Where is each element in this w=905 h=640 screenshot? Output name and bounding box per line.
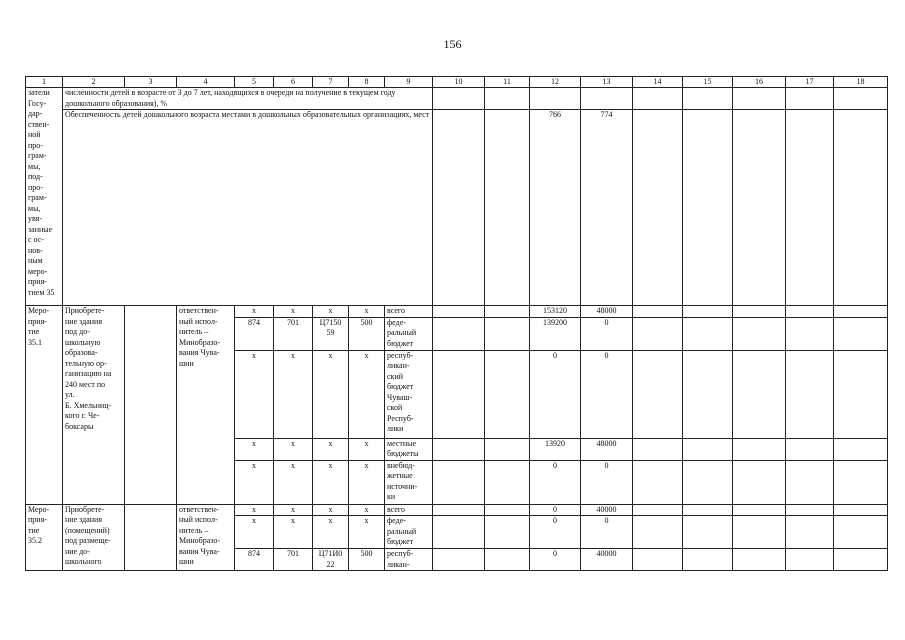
cell xyxy=(683,438,733,460)
cell xyxy=(633,110,683,306)
indicator-value: 766 xyxy=(530,110,581,306)
cell xyxy=(733,110,786,306)
cell xyxy=(733,88,786,110)
cell xyxy=(786,438,834,460)
indicators-label: затели Госу- дар- ствен- ной про- грам- мы, под- про- грам- мы, увя- занные с ос- нов- ным меро- прия- тием 35 xyxy=(26,88,63,306)
cell xyxy=(633,306,683,318)
header-cell: 14 xyxy=(633,77,683,88)
funding-source: феде- ральный бюджет xyxy=(385,317,433,350)
amount: 0 xyxy=(530,549,581,571)
cell xyxy=(485,516,530,549)
cell xyxy=(433,460,485,504)
budget-code: x xyxy=(349,350,385,438)
cell xyxy=(786,317,834,350)
measure-name: Приобрете- ние здания (помещений) под размеще- ние до- школьного xyxy=(63,504,125,571)
funding-source: феде- ральный бюджет xyxy=(385,516,433,549)
cell xyxy=(633,549,683,571)
cell xyxy=(733,549,786,571)
cell xyxy=(786,306,834,318)
amount: 13920 xyxy=(530,438,581,460)
measure-code: Меро- прия- тие 35.2 xyxy=(26,504,63,571)
budget-code: x xyxy=(235,504,274,516)
budget-code: x xyxy=(235,516,274,549)
cell xyxy=(786,460,834,504)
amount: 139200 xyxy=(530,317,581,350)
budget-code: x xyxy=(349,516,385,549)
cell xyxy=(834,438,888,460)
funding-source: всего xyxy=(385,504,433,516)
indicator-row xyxy=(26,110,888,306)
cell xyxy=(834,88,888,110)
budget-code: 500 xyxy=(349,549,385,571)
header-cell: 5 xyxy=(235,77,274,88)
cell xyxy=(683,350,733,438)
cell xyxy=(433,317,485,350)
cell xyxy=(683,460,733,504)
indicator-row xyxy=(26,88,888,110)
measure-executor: ответствен- ный испол- нитель – Минобразо- вания Чува- шии xyxy=(177,306,235,505)
budget-code: x xyxy=(349,306,385,318)
header-cell: 7 xyxy=(313,77,349,88)
header-cell: 12 xyxy=(530,77,581,88)
cell xyxy=(485,317,530,350)
amount: 40000 xyxy=(581,504,633,516)
indicator-value xyxy=(530,88,581,110)
header-cell: 16 xyxy=(733,77,786,88)
indicator-text: Обеспеченность детей дошкольного возраста местами в дошкольных образовательных организациях, мест xyxy=(63,110,433,306)
cell xyxy=(633,460,683,504)
cell xyxy=(433,306,485,318)
cell xyxy=(683,504,733,516)
cell xyxy=(834,306,888,318)
budget-code: x xyxy=(313,504,349,516)
funding-source: респуб- ликан- xyxy=(385,549,433,571)
cell xyxy=(786,350,834,438)
header-cell: 8 xyxy=(349,77,385,88)
measure-code: Меро- прия- тие 35.1 xyxy=(26,306,63,505)
measure-row xyxy=(26,306,888,318)
budget-code: 874 xyxy=(235,549,274,571)
budget-code: x xyxy=(349,438,385,460)
budget-code: x xyxy=(274,504,313,516)
funding-source: внебюд- жетные источни- ки xyxy=(385,460,433,504)
cell xyxy=(633,317,683,350)
cell xyxy=(633,88,683,110)
cell xyxy=(125,306,177,505)
budget-code: x xyxy=(313,438,349,460)
budget-code: x xyxy=(313,350,349,438)
amount: 0 xyxy=(530,350,581,438)
indicator-value: 774 xyxy=(581,110,633,306)
amount: 0 xyxy=(581,317,633,350)
cell xyxy=(834,516,888,549)
budget-code: x xyxy=(313,516,349,549)
cell xyxy=(433,110,485,306)
header-cell: 6 xyxy=(274,77,313,88)
funding-source: всего xyxy=(385,306,433,318)
cell xyxy=(633,438,683,460)
funding-source: местные бюджеты xyxy=(385,438,433,460)
measure-name: Приобрете- ние здания под до- школьную образова- тельную ор- ганизацию на 240 мест по ул. Б. Хмельниц- кого г. Че- боксары xyxy=(63,306,125,505)
cell xyxy=(485,504,530,516)
cell xyxy=(485,88,530,110)
cell xyxy=(683,516,733,549)
amount: 153120 xyxy=(530,306,581,318)
cell xyxy=(733,516,786,549)
budget-code: x xyxy=(274,460,313,504)
amount: 0 xyxy=(581,516,633,549)
amount: 0 xyxy=(581,350,633,438)
budget-code: x xyxy=(235,350,274,438)
amount: 0 xyxy=(530,516,581,549)
amount: 40000 xyxy=(581,549,633,571)
cell xyxy=(633,504,683,516)
budget-code: Ц71И0 22 xyxy=(313,549,349,571)
cell xyxy=(433,516,485,549)
cell xyxy=(834,504,888,516)
cell xyxy=(683,317,733,350)
program-table xyxy=(25,76,888,571)
cell xyxy=(786,516,834,549)
cell xyxy=(683,88,733,110)
cell xyxy=(433,504,485,516)
amount: 48000 xyxy=(581,438,633,460)
cell xyxy=(433,438,485,460)
cell xyxy=(834,549,888,571)
cell xyxy=(433,350,485,438)
budget-code: x xyxy=(274,306,313,318)
measure-row xyxy=(26,504,888,516)
amount: 0 xyxy=(581,460,633,504)
header-row xyxy=(26,77,888,88)
cell xyxy=(786,88,834,110)
amount: 0 xyxy=(530,460,581,504)
amount: 0 xyxy=(530,504,581,516)
budget-code: x xyxy=(313,306,349,318)
header-cell: 3 xyxy=(125,77,177,88)
cell xyxy=(733,350,786,438)
budget-code: x xyxy=(313,460,349,504)
budget-code: 701 xyxy=(274,549,313,571)
budget-code: 500 xyxy=(349,317,385,350)
indicator-value xyxy=(581,88,633,110)
cell xyxy=(485,350,530,438)
cell xyxy=(834,110,888,306)
header-cell: 1 xyxy=(26,77,63,88)
cell xyxy=(633,350,683,438)
header-cell: 2 xyxy=(63,77,125,88)
amount: 48000 xyxy=(581,306,633,318)
header-cell: 17 xyxy=(786,77,834,88)
page-number: 156 xyxy=(443,37,462,51)
cell xyxy=(786,549,834,571)
cell xyxy=(834,460,888,504)
header-cell: 4 xyxy=(177,77,235,88)
cell xyxy=(733,317,786,350)
budget-code: x xyxy=(274,516,313,549)
cell xyxy=(433,549,485,571)
budget-code: x xyxy=(349,504,385,516)
budget-code: x xyxy=(274,438,313,460)
header-cell: 11 xyxy=(485,77,530,88)
cell xyxy=(633,516,683,549)
cell xyxy=(683,110,733,306)
header-cell: 9 xyxy=(385,77,433,88)
indicator-text: численности детей в возрасте от 3 до 7 лет, находящихся в очереди на получение в текущем году дошкольного образования), % xyxy=(63,88,433,110)
cell xyxy=(733,306,786,318)
budget-code: 874 xyxy=(235,317,274,350)
budget-code: x xyxy=(349,460,385,504)
funding-source: респуб- ликан- ский бюджет Чуваш- ской Респуб- лики xyxy=(385,350,433,438)
cell xyxy=(433,88,485,110)
cell xyxy=(485,460,530,504)
budget-code: x xyxy=(235,306,274,318)
cell xyxy=(683,549,733,571)
budget-code: x xyxy=(235,460,274,504)
cell xyxy=(733,438,786,460)
cell xyxy=(485,549,530,571)
cell xyxy=(733,504,786,516)
cell xyxy=(485,110,530,306)
budget-code: 701 xyxy=(274,317,313,350)
header-cell: 13 xyxy=(581,77,633,88)
cell xyxy=(485,306,530,318)
measure-executor: ответствен- ный испол- нитель – Минобразо- вания Чува- шии xyxy=(177,504,235,571)
cell xyxy=(733,460,786,504)
budget-code: Ц7150 59 xyxy=(313,317,349,350)
cell xyxy=(834,317,888,350)
cell xyxy=(683,306,733,318)
cell xyxy=(786,110,834,306)
cell xyxy=(834,350,888,438)
cell xyxy=(125,504,177,571)
cell xyxy=(786,504,834,516)
header-cell: 15 xyxy=(683,77,733,88)
budget-code: x xyxy=(235,438,274,460)
cell xyxy=(485,438,530,460)
budget-code: x xyxy=(274,350,313,438)
header-cell: 10 xyxy=(433,77,485,88)
header-cell: 18 xyxy=(834,77,888,88)
